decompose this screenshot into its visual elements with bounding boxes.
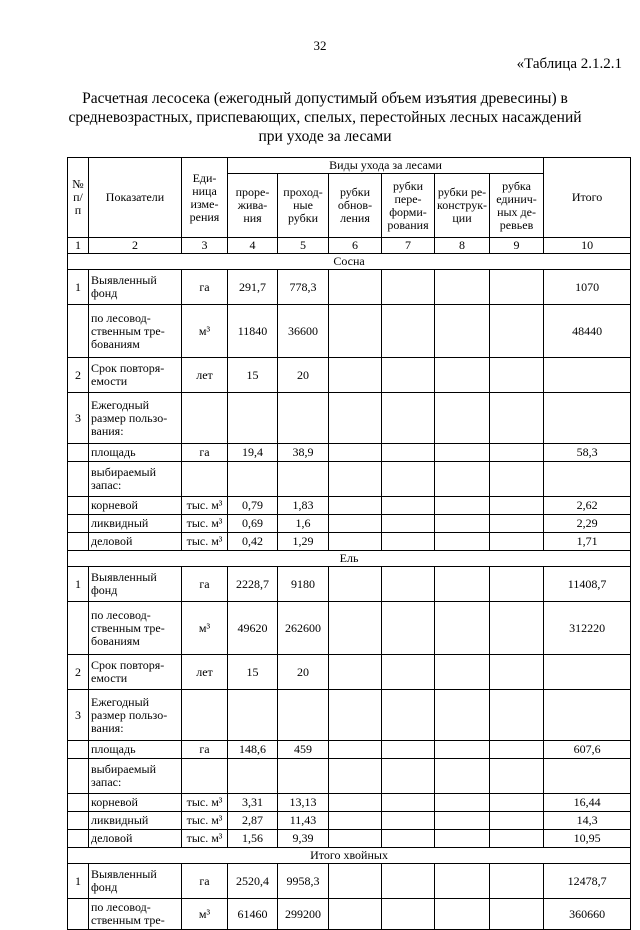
value-single-trees [490,794,544,812]
value-thinning: 61460 [228,899,278,930]
value-passage-cutting: 778,3 [278,270,329,305]
value-renewal [329,655,382,690]
value-single-trees [490,864,544,899]
table-row [68,602,631,655]
value-total [544,655,631,690]
value-renewal [329,358,382,393]
col-index: 3 [182,238,228,254]
row-unit: тыс. м³ [182,497,228,515]
row-unit [182,462,228,497]
value-total: 11408,7 [544,567,631,602]
value-passage-cutting: 1,83 [278,497,329,515]
value-total: 2,62 [544,497,631,515]
row-unit: тыс. м³ [182,533,228,551]
row-number [68,812,89,830]
header-type-5: рубки ре-конструк-ции [435,174,490,238]
col-index: 1 [68,238,89,254]
row-label: по лесовод-ственным тре-бованиям [89,305,182,358]
row-unit [182,690,228,741]
value-reformation [382,444,435,462]
row-unit: тыс. м³ [182,515,228,533]
row-unit: га [182,444,228,462]
page-number: 32 [313,38,327,53]
value-single-trees [490,567,544,602]
col-index: 8 [435,238,490,254]
col-index: 5 [278,238,329,254]
value-total: 14,3 [544,812,631,830]
value-reformation [382,497,435,515]
value-passage-cutting: 9180 [278,567,329,602]
value-reconstruction [435,444,490,462]
value-single-trees [490,830,544,848]
value-thinning: 148,6 [228,741,278,759]
value-thinning: 291,7 [228,270,278,305]
value-reformation [382,462,435,497]
value-reformation [382,690,435,741]
row-unit: тыс. м³ [182,812,228,830]
table-row [68,899,631,930]
value-single-trees [490,602,544,655]
value-thinning [228,462,278,497]
value-reformation [382,741,435,759]
row-number [68,899,89,930]
value-reformation [382,358,435,393]
value-passage-cutting [278,393,329,444]
value-thinning: 15 [228,655,278,690]
row-label: корневой [89,794,182,812]
row-number [68,759,89,794]
value-reconstruction [435,655,490,690]
row-label: площадь [89,741,182,759]
row-unit: га [182,741,228,759]
row-number [68,305,89,358]
value-renewal [329,899,382,930]
value-single-trees [490,497,544,515]
value-renewal [329,759,382,794]
table-row [68,864,631,899]
col-index: 10 [544,238,631,254]
value-reconstruction [435,741,490,759]
value-renewal [329,393,382,444]
row-number [68,533,89,551]
table-row [68,759,631,794]
row-unit [182,393,228,444]
table-row [68,305,631,358]
value-renewal [329,444,382,462]
value-single-trees [490,270,544,305]
value-renewal [329,533,382,551]
table-row [68,794,631,812]
header-indicators: Показатели [89,158,182,238]
header-type-3: рубки обнов-ления [329,174,382,238]
value-total: 1070 [544,270,631,305]
section-title: Ель [68,551,631,567]
table-row [68,533,631,551]
row-unit: тыс. м³ [182,794,228,812]
value-thinning: 15 [228,358,278,393]
row-number: 1 [68,567,89,602]
section-title: Сосна [68,254,631,270]
value-reformation [382,270,435,305]
row-label: выбираемый запас: [89,462,182,497]
value-single-trees [490,812,544,830]
table-row [68,270,631,305]
value-total: 58,3 [544,444,631,462]
table-row [68,567,631,602]
value-thinning: 0,79 [228,497,278,515]
table-title: Расчетная лесосека (ежегодный допустимый объем изъятия древесины) в средневозрастных, приспевающих, спелых, перестойных лесных насаждений при уходе за лесами [68,90,582,145]
value-reconstruction [435,462,490,497]
value-passage-cutting [278,462,329,497]
value-renewal [329,830,382,848]
value-reconstruction [435,602,490,655]
row-unit [182,759,228,794]
value-reconstruction [435,759,490,794]
row-number: 2 [68,655,89,690]
value-reformation [382,305,435,358]
row-number: 1 [68,864,89,899]
row-unit: тыс. м³ [182,830,228,848]
row-unit: м³ [182,602,228,655]
value-total [544,393,631,444]
value-thinning: 11840 [228,305,278,358]
value-total [544,690,631,741]
value-renewal [329,515,382,533]
value-passage-cutting: 9958,3 [278,864,329,899]
value-passage-cutting [278,690,329,741]
value-renewal [329,794,382,812]
col-index: 6 [329,238,382,254]
value-thinning [228,393,278,444]
value-thinning: 2,87 [228,812,278,830]
value-thinning: 2520,4 [228,864,278,899]
value-single-trees [490,393,544,444]
row-label: корневой [89,497,182,515]
value-reformation [382,393,435,444]
row-label: Срок повторя-емости [89,358,182,393]
row-number [68,497,89,515]
row-number: 3 [68,690,89,741]
value-passage-cutting: 20 [278,655,329,690]
value-passage-cutting: 459 [278,741,329,759]
value-renewal [329,497,382,515]
value-passage-cutting: 262600 [278,602,329,655]
table-row [68,812,631,830]
row-unit: м³ [182,899,228,930]
col-index: 4 [228,238,278,254]
value-renewal [329,270,382,305]
value-total [544,462,631,497]
value-total: 48440 [544,305,631,358]
row-label: Ежегодный размер пользо-вания: [89,690,182,741]
value-passage-cutting: 1,6 [278,515,329,533]
value-reconstruction [435,497,490,515]
column-index-row [68,238,631,254]
row-number [68,794,89,812]
row-number [68,830,89,848]
value-passage-cutting: 11,43 [278,812,329,830]
value-single-trees [490,358,544,393]
value-reconstruction [435,270,490,305]
row-label: по лесовод-ственным тре- [89,899,182,930]
col-index: 2 [89,238,182,254]
section-row [68,551,631,567]
row-number [68,444,89,462]
value-renewal [329,864,382,899]
table-row [68,393,631,444]
value-reformation [382,759,435,794]
value-total: 12478,7 [544,864,631,899]
value-reformation [382,655,435,690]
header-total: Итого [544,158,631,238]
value-passage-cutting: 20 [278,358,329,393]
value-passage-cutting: 13,13 [278,794,329,812]
col-index: 9 [490,238,544,254]
value-single-trees [490,515,544,533]
value-reconstruction [435,899,490,930]
value-passage-cutting: 9,39 [278,830,329,848]
row-unit: га [182,270,228,305]
section-row [68,848,631,864]
value-reformation [382,864,435,899]
row-unit: лет [182,655,228,690]
table-row [68,690,631,741]
value-total: 1,71 [544,533,631,551]
table-row [68,830,631,848]
row-number [68,602,89,655]
value-reconstruction [435,533,490,551]
table-row [68,497,631,515]
value-single-trees [490,655,544,690]
value-reconstruction [435,812,490,830]
value-single-trees [490,533,544,551]
value-reconstruction [435,393,490,444]
table-row [68,741,631,759]
value-thinning: 49620 [228,602,278,655]
forest-harvest-table [67,157,631,930]
value-passage-cutting: 1,29 [278,533,329,551]
value-total [544,358,631,393]
row-unit: м³ [182,305,228,358]
header-type-2: проход-ные рубки [278,174,329,238]
table-label: «Таблица 2.1.2.1 [516,56,622,72]
col-index: 7 [382,238,435,254]
value-reconstruction [435,305,490,358]
value-reformation [382,515,435,533]
value-thinning [228,690,278,741]
value-thinning: 19,4 [228,444,278,462]
value-thinning: 3,31 [228,794,278,812]
value-thinning: 2228,7 [228,567,278,602]
value-renewal [329,812,382,830]
value-reconstruction [435,830,490,848]
value-total: 607,6 [544,741,631,759]
header-type-6: рубка единич-ных де-ревьев [490,174,544,238]
row-number [68,515,89,533]
value-reconstruction [435,690,490,741]
row-label: Ежегодный размер пользо-вания: [89,393,182,444]
value-reconstruction [435,567,490,602]
value-single-trees [490,899,544,930]
section-row [68,254,631,270]
row-label: площадь [89,444,182,462]
value-single-trees [490,444,544,462]
row-unit: га [182,567,228,602]
value-reformation [382,794,435,812]
row-label: Срок повторя-емости [89,655,182,690]
table-row [68,462,631,497]
value-reformation [382,899,435,930]
table-row [68,515,631,533]
value-renewal [329,741,382,759]
row-unit: га [182,864,228,899]
value-thinning [228,759,278,794]
row-number: 2 [68,358,89,393]
table-row [68,655,631,690]
value-reformation [382,567,435,602]
value-total: 16,44 [544,794,631,812]
value-renewal [329,567,382,602]
value-total: 312220 [544,602,631,655]
row-unit: лет [182,358,228,393]
row-label: деловой [89,830,182,848]
value-thinning: 0,69 [228,515,278,533]
row-label: ликвидный [89,515,182,533]
row-number [68,462,89,497]
header-types-group: Виды ухода за лесами [228,158,544,174]
row-label: по лесовод-ственным тре-бованиям [89,602,182,655]
value-reformation [382,830,435,848]
row-label: выбираемый запас: [89,759,182,794]
row-number [68,741,89,759]
row-number: 1 [68,270,89,305]
value-passage-cutting [278,759,329,794]
row-label: Выявленный фонд [89,567,182,602]
value-single-trees [490,462,544,497]
value-thinning: 1,56 [228,830,278,848]
section-title: Итого хвойных [68,848,631,864]
value-reconstruction [435,515,490,533]
value-reconstruction [435,864,490,899]
row-label: ликвидный [89,812,182,830]
table-row [68,358,631,393]
value-single-trees [490,759,544,794]
header-type-4: рубки пере-форми-рования [382,174,435,238]
value-reformation [382,812,435,830]
value-reformation [382,602,435,655]
header-unit: Еди-ница изме-рения [182,158,228,238]
value-single-trees [490,690,544,741]
value-thinning: 0,42 [228,533,278,551]
value-total: 360660 [544,899,631,930]
value-total: 2,29 [544,515,631,533]
value-passage-cutting: 299200 [278,899,329,930]
header-num: № п/п [68,158,89,238]
value-passage-cutting: 38,9 [278,444,329,462]
header-type-1: прорe-жива-ния [228,174,278,238]
value-renewal [329,462,382,497]
row-label: Выявленный фонд [89,270,182,305]
value-passage-cutting: 36600 [278,305,329,358]
value-total [544,759,631,794]
value-reconstruction [435,358,490,393]
value-reformation [382,533,435,551]
value-renewal [329,690,382,741]
value-total: 10,95 [544,830,631,848]
row-label: Выявленный фонд [89,864,182,899]
value-single-trees [490,305,544,358]
value-renewal [329,305,382,358]
table-row [68,444,631,462]
value-reconstruction [435,794,490,812]
row-number: 3 [68,393,89,444]
value-renewal [329,602,382,655]
row-label: деловой [89,533,182,551]
value-single-trees [490,741,544,759]
